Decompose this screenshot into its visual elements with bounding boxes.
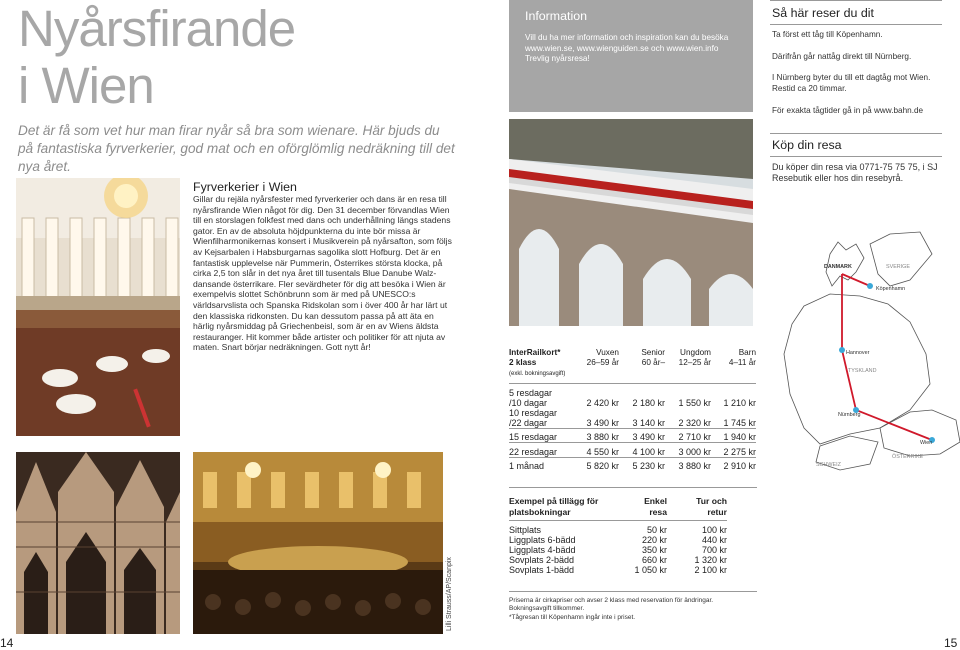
map-label-hannover: Hannover [846,350,870,356]
page-number-right: 15 [944,636,958,650]
travel-step-3: I Nürnberg byter du till ett dagtåg mot Wien. Restid ca 20 timmar. [772,73,931,93]
interrail-price-table [509,348,756,471]
buy-body: Du köper din resa via 0771-75 75 75, i SJ Resebutik eller hos din resebyrå. [772,162,938,183]
price-notes: Priserna är cirkapriser och avser 2 klass med reservation för ändringar. Bokningsavgift tillkommer. *Tågresan till Köpenhamn ingår inte i priset. [509,597,714,621]
article-heading: Fyrverkerier i Wien [193,180,297,194]
info-heading: Information [525,9,587,23]
map-label-germany: TYSKLAND [848,368,877,374]
title-line-2: i Wien [18,57,154,114]
divider [770,0,942,1]
article-body: Gillar du rejäla nyårsfester med fyrverkerier och dans är en resa till nyårsfirande Wien något för dig. Den 31 december förvandlas Wien till en storslagen folkfest med dans och underhållning längs stadens gator. En av de absoluta höjdpunkterna du inte bör missa är Wienfilharmonikernas konsert i Musikverein på nyårsafton, som följs av Kejsarbalen i Habsburgarnas sagolika slott Hofburg. Det är en fantastisk upplevelse när Pummerin, Österrikes största klocka, på cirka 2,5 ton slår in det nya året till tusentals Blue Danube Walz-dansande österrikare. Fler sevärdheter för dig att besöka i Wien är exempelvis slottet Schönbrunn som är med på UNESCO:s världsarvslista och Spanska Ridskolan som i över 400 år har lärt ut den klassiska ridkonsten. Du kan dessutom passa på att äta en härlig nyårsmiddag på Griechenbeisl, som är en av Wiens äldsta restauranger. Hit kommer både artister och politiker för att njuta av maten. Snart börjar nedräkningen. Gott nytt år! [193,194,452,353]
map-label-sweden: SVERIGE [886,264,910,270]
map-label-copenhagen: Köpenhamn [876,286,906,292]
travel-step-2: Därifrån går nattåg direkt till Nürnberg. [772,52,912,61]
table-row: 15 resdagar 3 880 kr 3 490 kr 2 710 kr 1 940 kr [509,432,756,442]
title-line-1: Nyårsfirande [18,0,296,57]
table-row: Sovplats 2-bädd 660 kr 1 320 kr [509,554,727,565]
divider [770,156,942,157]
table-row: 1 månad 5 820 kr 5 230 kr 3 880 kr 2 910 kr [509,461,756,471]
page-title [18,0,295,114]
table-row: 10 resdagar /22 dagar 3 490 kr 3 140 kr 2 320 kr 1 745 kr [509,407,756,428]
table-row: Sittplats 50 kr 100 kr [509,524,727,535]
map-label-switzerland: SCHWEIZ [816,462,841,468]
photo-credit: Lilli Strauss/AP/Scanpix [446,557,453,631]
map-label-denmark: DANMARK [824,264,852,270]
church-photo [16,452,180,634]
intro-text: Det är få som vet hur man firar nyår så bra som wienare. Här bjuds du på fantastiska fyrverkerier, god mat och en oförglömlig nedräkning till det nya året. [18,123,455,174]
buy-heading: Köp din resa [772,138,842,152]
info-body: Vill du ha mer information och inspiration kan du besöka www.wien.se, www.wienguiden.se och www.wien.info Trevlig nyårsresa! [525,33,729,64]
divider [509,591,757,592]
route-map [760,214,960,484]
table-row: Liggplats 4-bädd 350 kr 700 kr [509,544,727,555]
divider [770,24,942,25]
riding-school-photo [16,178,180,436]
divider [509,487,757,488]
page-number-left: 14 [0,636,14,650]
travel-link-note: För exakta tågtider gå in på www.bahn.de [772,106,924,115]
table-header: Exempel på tillägg för platsbokningar Enkel resa Tur och retur [509,496,727,517]
table-row: 22 resdagar 4 550 kr 4 100 kr 3 000 kr 2 275 kr [509,446,756,457]
table-row: 5 resdagar /10 dagar 2 420 kr 2 180 kr 1 550 kr 1 210 kr [509,387,756,408]
map-label-nurnberg: Nürnberg [838,412,861,418]
table-row: Liggplats 6-bädd 220 kr 440 kr [509,534,727,545]
divider [770,133,942,134]
supplement-price-table [509,496,727,575]
info-box [509,0,753,112]
concert-hall-photo [193,452,443,634]
table-header: InterRailkort* 2 klass (exkl. bokningsavgift) Vuxen 26–59 år Senior 60 år– Ungdom 12–25 år Barn 4–11 år [509,348,756,377]
map-label-wien: Wien [920,440,933,446]
travel-heading: Så här reser du dit [772,6,874,20]
travel-step-1: Ta först ett tåg till Köpenhamn. [772,30,883,39]
train-viaduct-photo [509,119,753,326]
table-row: Sovplats 1-bädd 1 050 kr 2 100 kr [509,564,727,575]
map-label-austria: ÖSTERRIKE [892,454,924,460]
